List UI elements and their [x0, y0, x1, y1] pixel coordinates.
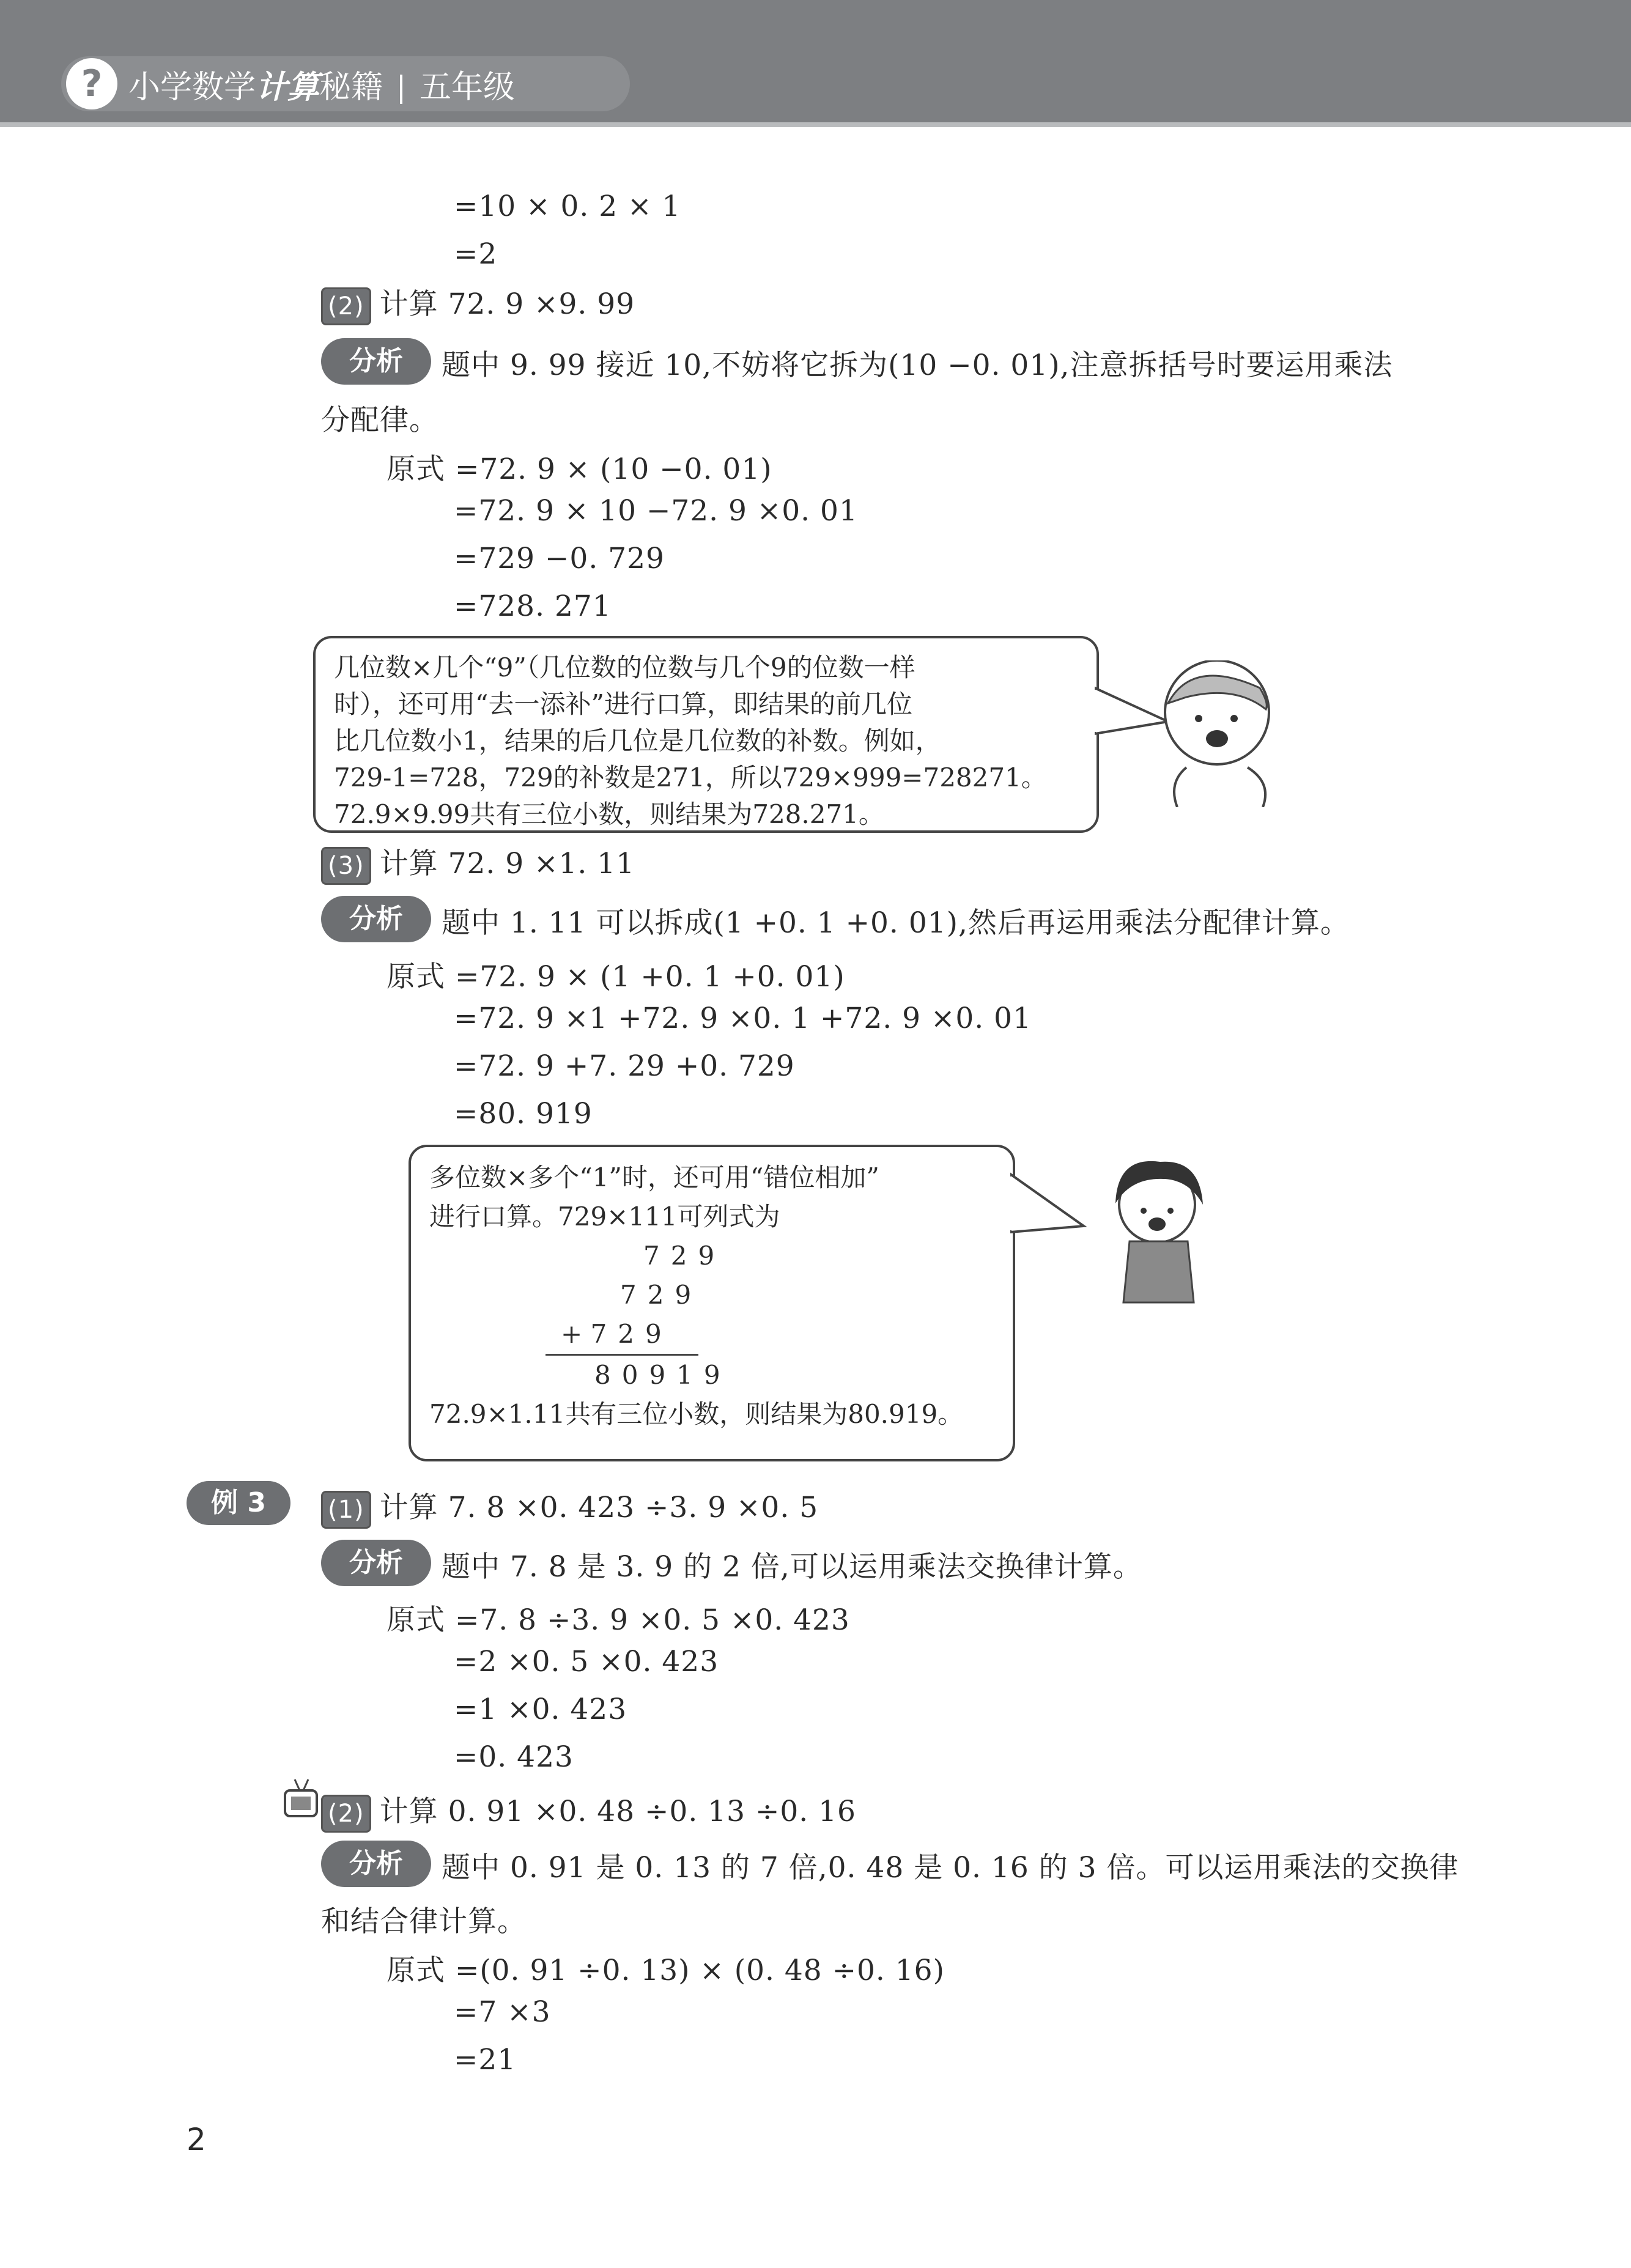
- video-tv-icon[interactable]: [283, 1778, 319, 1821]
- page-number: 2: [187, 2122, 206, 2157]
- step-line: 原式 =7. 8 ÷3. 9 ×0. 5 ×0. 423: [386, 1603, 850, 1637]
- plus-sign: +: [561, 1319, 583, 1349]
- step-line: =72. 9 ×1 +72. 9 ×0. 1 +72. 9 ×0. 01: [454, 1002, 1032, 1035]
- step-line: =21: [454, 2043, 517, 2077]
- title-part-1: 小学数学: [128, 68, 256, 106]
- step-line: =0. 423: [454, 1740, 574, 1774]
- tip-line: 进行口算。729×111可列式为: [429, 1202, 780, 1232]
- analysis-badge: 分析: [321, 1841, 431, 1887]
- question-3: [321, 841, 635, 885]
- step-line: =729 −0. 729: [454, 542, 665, 575]
- question-tag: (1): [321, 1491, 371, 1529]
- book-logo-icon: ?: [66, 58, 117, 109]
- title-part-3: 秘籍: [319, 68, 383, 106]
- step-line: =2 ×0. 5 ×0. 423: [454, 1645, 719, 1679]
- question-tag: (2): [321, 287, 371, 325]
- analysis-text: 题中 1. 11 可以拆成(1 +0. 1 +0. 01),然后再运用乘法分配律计算。: [442, 906, 1350, 940]
- question-text: 计算 0. 91 ×0. 48 ÷0. 13 ÷0. 16: [379, 1795, 856, 1828]
- tip-line: 时），还可用“去一添补”进行口算，即结果的前几位: [334, 689, 912, 719]
- question-text: 计算 7. 8 ×0. 423 ÷3. 9 ×0. 5: [379, 1491, 819, 1524]
- question-example3-1: [321, 1485, 818, 1529]
- step-line: =2: [454, 237, 498, 271]
- boy-illustration-icon: [1095, 660, 1376, 807]
- analysis-badge: 分析: [321, 1540, 431, 1586]
- analysis-text: 题中 9. 99 接近 10,不妨将它拆为(10 −0. 01),注意拆括号时要运用乘法: [442, 349, 1393, 382]
- step-line: =7 ×3: [454, 1995, 551, 2029]
- analysis-text: 和结合律计算。: [321, 1905, 527, 1938]
- tip-line: 729-1=728，729的补数是271，所以729×999=728271。: [334, 763, 1047, 792]
- step-line: =72. 9 +7. 29 +0. 729: [454, 1049, 795, 1083]
- tip-line: 比几位数小1，结果的后几位是几位数的补数。例如，: [334, 726, 941, 756]
- book-title: [128, 61, 515, 107]
- column-row: 729: [643, 1241, 726, 1271]
- tip-line: 多位数×多个“1”时，还可用“错位相加”: [429, 1162, 879, 1192]
- grade-label: 五年级: [420, 68, 516, 106]
- question-tag: (2): [321, 1795, 371, 1833]
- analysis-text: 题中 7. 8 是 3. 9 的 2 倍,可以运用乘法交换律计算。: [442, 1550, 1142, 1584]
- analysis-badge: 分析: [321, 896, 431, 942]
- tip-line: 几位数×几个“9”（几位数的位数与几个9的位数一样: [334, 652, 915, 682]
- tip-line: 72.9×9.99共有三位小数，则结果为728.271。: [334, 799, 884, 829]
- column-row-plus: [561, 1315, 994, 1354]
- title-part-2: 计算: [256, 68, 320, 106]
- analysis-badge: 分析: [321, 338, 431, 385]
- analysis-text: 分配律。: [321, 404, 438, 437]
- step-line: =10 × 0. 2 × 1: [454, 190, 681, 223]
- girl-illustration-icon: [1010, 1150, 1230, 1309]
- question-2: [321, 281, 635, 325]
- step-line: 原式 =72. 9 × (1 +0. 1 +0. 01): [386, 960, 845, 994]
- question-text: 计算 72. 9 ×9. 99: [379, 287, 635, 321]
- tip-bubble-2: [409, 1145, 1015, 1461]
- book-title-bar: [61, 56, 630, 111]
- column-row: 729: [620, 1280, 703, 1310]
- step-line: 原式 =(0. 91 ÷0. 13) × (0. 48 ÷0. 16): [386, 1954, 945, 1987]
- tip-line: 72.9×1.11共有三位小数，则结果为80.919。: [429, 1399, 964, 1429]
- column-sum: 80919: [594, 1360, 731, 1390]
- step-line: =72. 9 × 10 −72. 9 ×0. 01: [454, 494, 858, 528]
- question-tag: (3): [321, 847, 371, 885]
- step-line: =728. 271: [454, 589, 612, 623]
- step-line: 原式 =72. 9 × (10 −0. 01): [386, 452, 772, 486]
- title-separator: [400, 75, 402, 104]
- header-rule: [0, 122, 1631, 127]
- question-example3-2: [321, 1789, 856, 1833]
- tip-bubble-1: [313, 636, 1099, 833]
- question-text: 计算 72. 9 ×1. 11: [379, 847, 635, 881]
- example-badge: 例 3: [187, 1481, 290, 1525]
- step-line: =1 ×0. 423: [454, 1693, 627, 1726]
- step-line: =80. 919: [454, 1097, 593, 1131]
- column-row: 729: [590, 1319, 673, 1349]
- analysis-text: 题中 0. 91 是 0. 13 的 7 倍,0. 48 是 0. 16 的 3 倍。可以运用乘法的交换律: [442, 1851, 1459, 1885]
